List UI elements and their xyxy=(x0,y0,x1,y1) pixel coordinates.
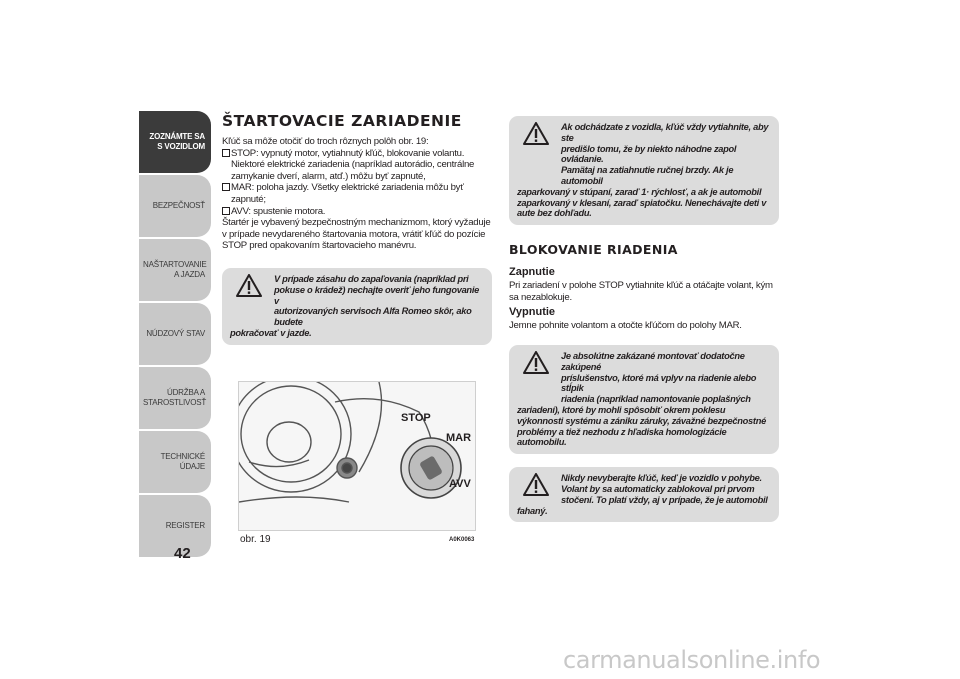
label-stop: STOP xyxy=(401,412,431,424)
label-mar: MAR xyxy=(446,432,472,444)
page-number: 42 xyxy=(174,545,191,562)
bullet-item: AVV: spustenie motora. xyxy=(222,206,492,218)
bullet-item: MAR: poloha jazdy. Všetky elektrické zariadenia môžu byť zapnuté; xyxy=(222,182,492,205)
body-paragraph: Pri zariadení v polohe STOP vytiahnite kľúč a otáčajte volant, kým sa nezablokuje. xyxy=(509,280,773,303)
tab-technicke-udaje[interactable] xyxy=(139,431,211,493)
warning-triangle-icon xyxy=(236,274,262,302)
ignition-switch-drawing xyxy=(239,382,475,530)
ignition-illustration xyxy=(238,381,476,531)
checkbox-bullet-icon xyxy=(222,183,230,191)
warning-box: Ak odchádzate z vozidla, kľúč vždy vytiahnite, aby ste predišlo tomu, že by niekto náhodne zapol ovládanie. Pamätaj na zatiahnutie ručnej brzdy. Ak je automobil zaparkovaný v stúpaní, zaraď 1· rýchlosť, a ak je automobil zaparkovaný v klesaní, zaraď spiatočku. Nenechávajte deti v aute bez dohľadu. xyxy=(509,116,779,225)
tab-nastartovanie[interactable] xyxy=(139,239,211,301)
warning-triangle-icon xyxy=(523,351,549,379)
body-paragraph: Jemne pohnite volantom a otočte kľúčom do polohy MAR. xyxy=(509,320,742,332)
tab-label: BEZPEČNOSŤ xyxy=(152,201,205,210)
tab-udrzba[interactable] xyxy=(139,367,211,429)
warning-triangle-icon xyxy=(523,473,549,501)
checkbox-bullet-icon xyxy=(222,207,230,215)
warning-box: V prípade zásahu do zapaľovania (napríklad pri pokuse o krádež) nechajte overiť jeho fungovanie v autorizovaných servisoch Alfa Romeo skôr, ako budete pokračovať v jazde. xyxy=(222,268,492,345)
warning-box: Je absolútne zakázané montovať dodatočne zakúpené príslušenstvo, ktoré má vplyv na riadenie alebo stĺpik riadenia (napríklad namontovanie poplašných zariadení), ktoré by mohli spôsobiť okrem poklesu výkonnosti systému a zániku záruky, závažné bezpečnostné problémy a tiež nezhodu z hľadiska homologizácie automobilu. xyxy=(509,345,779,454)
figure-caption: obr. 19 xyxy=(240,534,271,545)
chapter-sidebar xyxy=(139,111,211,559)
figure-code: A0K0063 xyxy=(449,537,475,543)
checkbox-bullet-icon xyxy=(222,149,230,157)
tab-label: ÚDRŽBA A STAROSTLIVOSŤ xyxy=(143,388,207,407)
warning-box: Nikdy nevyberajte kľúč, keď je vozidlo v pohybe. Volant by sa automaticky zablokoval pri prvom stočení. To platí vždy, aj v prípade, že je automobil fahaný. xyxy=(509,467,779,522)
tab-label: NAŠTARTOVANIE A JAZDA xyxy=(143,260,207,279)
tab-label: TECHNICKÉ ÚDAJE xyxy=(160,452,205,471)
label-avv: AVV xyxy=(449,478,471,490)
tab-label: NÚDZOVÝ STAV xyxy=(146,329,205,338)
bullet-item: STOP: vypnutý motor, vytiahnutý kľúč, blokovanie volantu. Niektoré elektrické zariadenia (napríklad autorádio, centrálne zamykanie dverí, alarm, atď.) môžu byť zapnuté, xyxy=(222,148,492,183)
left-column xyxy=(222,112,492,345)
right-column xyxy=(509,112,779,522)
watermark: carmanualsonline.info xyxy=(563,646,821,674)
section-title: BLOKOVANIE RIADENIA xyxy=(509,242,678,258)
subheading-vypnutie: Vypnutie xyxy=(509,306,556,319)
tab-label: REGISTER xyxy=(165,521,205,530)
warning-triangle-icon xyxy=(523,122,549,150)
tab-bezpecnost[interactable] xyxy=(139,175,211,237)
section-title: ŠTARTOVACIE ZARIADENIE xyxy=(222,112,462,130)
body-paragraph: Štartér je vybavený bezpečnostným mechanizmom, ktorý vyžaduje v prípade nevydareného štartovania motora, vrátiť kľúč do pozície STOP pred opakovaním štartovacieho manévru. xyxy=(222,217,491,252)
tab-zoznamte-sa[interactable] xyxy=(139,111,211,173)
tab-nudzovy-stav[interactable] xyxy=(139,303,211,365)
subheading-zapnutie: Zapnutie xyxy=(509,266,555,279)
tab-label: ZOZNÁMTE SA S VOZIDLOM xyxy=(149,132,205,151)
intro-text: Kľúč sa môže otočiť do troch rôznych polôh obr. 19: xyxy=(222,136,429,147)
